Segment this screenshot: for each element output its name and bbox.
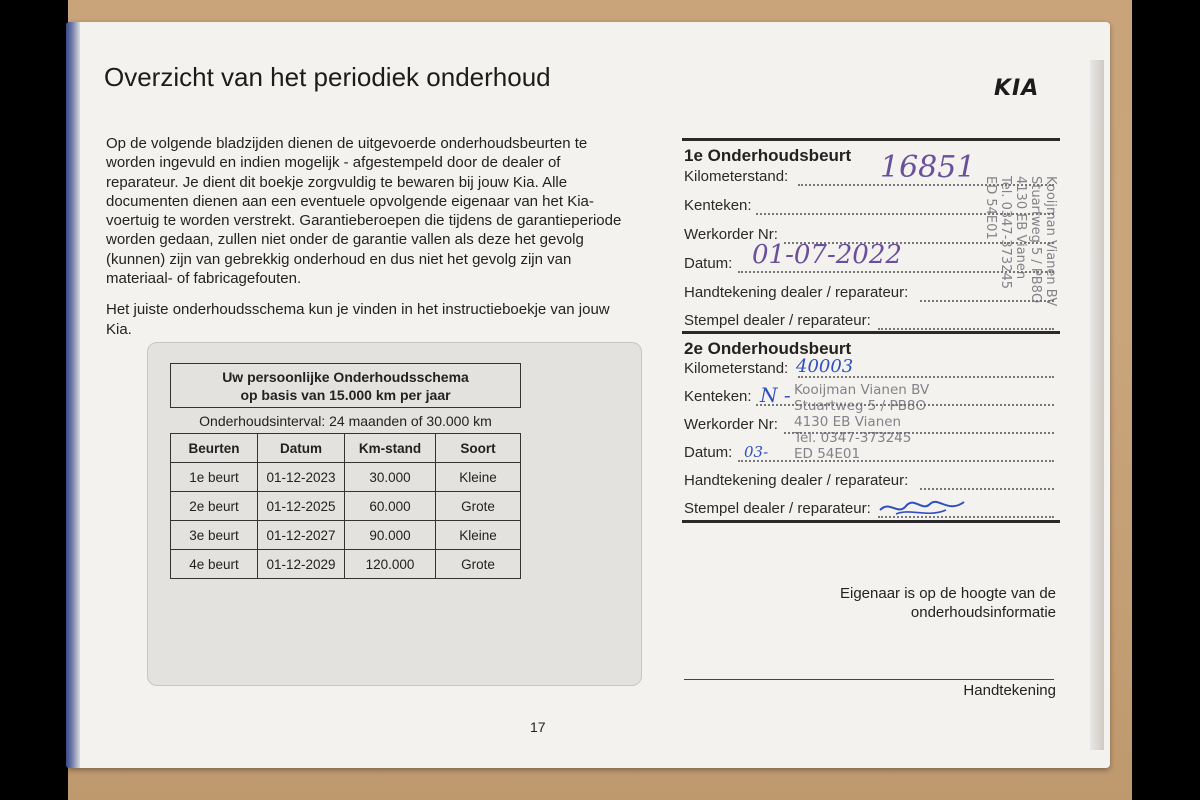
service2-signature-line — [920, 488, 1054, 490]
col-header-beurten: Beurten — [171, 434, 258, 463]
service2-werkorder-label: Werkorder Nr: — [684, 416, 778, 433]
table-cell: 30.000 — [345, 463, 436, 492]
col-header-datum: Datum — [258, 434, 345, 463]
stamp-line: 4130 EB Vianen — [794, 414, 902, 430]
service2-kenteken-label: Kenteken: — [684, 388, 752, 405]
table-cell: Grote — [436, 492, 521, 521]
service1-km-label: Kilometerstand: — [684, 168, 789, 185]
service2-km-label: Kilometerstand: — [684, 360, 789, 377]
service1-title: 1e Onderhoudsbeurt — [684, 146, 852, 165]
table-cell: 01-12-2029 — [258, 550, 345, 579]
page-edge — [1090, 60, 1104, 750]
service2-signature-label: Handtekening dealer / reparateur: — [684, 472, 909, 489]
service1-dealer-stamp — [983, 176, 1058, 306]
table-cell: Kleine — [436, 521, 521, 550]
service2-title: 2e Onderhoudsbeurt — [684, 339, 852, 358]
service1-date-handwritten: 01-07-2022 — [752, 240, 902, 270]
intro-text — [106, 134, 626, 351]
service1-bottom-rule — [682, 331, 1060, 334]
maintenance-interval: Onderhoudsinterval: 24 maanden of 30.000 km — [199, 413, 492, 429]
schedule-title-line1: Uw persoonlijke Onderhoudsschema — [222, 369, 469, 385]
service2-bottom-rule — [682, 520, 1060, 523]
service1-stamp-line — [878, 328, 1054, 330]
stamp-line: Kooijman Vianen BV — [1043, 176, 1058, 307]
service1-km-handwritten: 16851 — [880, 150, 976, 185]
schedule-title-line2: op basis van 15.000 km per jaar — [240, 387, 451, 403]
table-row — [171, 550, 521, 579]
service2-stamp-label: Stempel dealer / reparateur: — [684, 500, 871, 517]
owner-statement — [800, 584, 1056, 622]
schedule-table — [170, 433, 521, 579]
owner-statement-line1: Eigenaar is op de hoogte van de — [840, 585, 1056, 602]
booklet-spine — [66, 22, 80, 768]
owner-statement-line2: onderhoudsinformatie — [910, 604, 1056, 621]
service2-kenteken-handwritten: N - — [760, 383, 791, 407]
owner-signature-line — [684, 679, 1054, 680]
stamp-line: Kooijman Vianen BV — [794, 382, 930, 398]
table-cell: 60.000 — [345, 492, 436, 521]
table-cell: 01-12-2023 — [258, 463, 345, 492]
table-cell: Kleine — [436, 463, 521, 492]
stamp-line: Stuartweg 5 / PB8O — [794, 398, 927, 414]
service2-datum-label: Datum: — [684, 444, 733, 461]
table-cell: 4e beurt — [171, 550, 258, 579]
table-cell: 3e beurt — [171, 521, 258, 550]
page-title: Overzicht van het periodiek onderhoud — [104, 62, 551, 92]
table-cell: Grote — [436, 550, 521, 579]
service1-top-rule — [682, 138, 1060, 141]
service2-dealer-stamp — [794, 382, 929, 462]
service1-datum-label: Datum: — [684, 255, 733, 272]
table-cell: 01-12-2025 — [258, 492, 345, 521]
stamp-line: ED 54E01 — [983, 176, 998, 240]
service1-signature-label: Handtekening dealer / reparateur: — [684, 284, 909, 301]
service1-werkorder-label: Werkorder Nr: — [684, 226, 778, 243]
service2-date-handwritten: 03- — [744, 443, 769, 461]
table-cell: 120.000 — [345, 550, 436, 579]
stamp-line: Tel. 0347-373245 — [998, 176, 1013, 290]
table-cell: 90.000 — [345, 521, 436, 550]
intro-paragraph-2: Het juiste onderhoudsschema kun je vinden in het instructieboekje van jouw Kia. — [106, 301, 610, 338]
stamp-line: 4130 EB Vianen — [1013, 176, 1028, 280]
table-cell: 1e beurt — [171, 463, 258, 492]
schedule-header-row — [171, 434, 521, 463]
page-number: 17 — [530, 719, 546, 735]
stamp-line: Stuartweg 5 / PB8O — [1028, 176, 1043, 304]
table-row — [171, 492, 521, 521]
service2-km-handwritten: 40003 — [796, 356, 854, 377]
service1-stamp-label: Stempel dealer / reparateur: — [684, 312, 871, 329]
table-row — [171, 521, 521, 550]
col-header-soort: Soort — [436, 434, 521, 463]
service2-signature-scribble — [876, 496, 968, 522]
schedule-title-box — [170, 363, 521, 408]
service1-kenteken-label: Kenteken: — [684, 197, 752, 214]
table-row — [171, 463, 521, 492]
table-cell: 01-12-2027 — [258, 521, 345, 550]
col-header-km-stand: Km-stand — [345, 434, 436, 463]
table-cell: 2e beurt — [171, 492, 258, 521]
owner-signature-label: Handtekening — [963, 682, 1056, 699]
intro-paragraph-1: Op de volgende bladzijden dienen de uitgevoerde onderhoudsbeurten te worden ingevuld en indien mogelijk - afgestempeld door de dealer of reparateur. Je dient dit boekje zorgvuldig te bewaren bij jouw Kia. Alle documenten dienen aan een eventuele opvolgende eigenaar van het Kia-voertuig te worden verstrekt. Garantieberoepen die tijdens de garantieperiode worden gedaan, zullen niet onder de garantie vallen als deze het gevolg (kunnen) zijn van gebrekkig onderhoud en dus niet het gevolg zijn van materiaal- of fabricagefouten. — [106, 135, 622, 288]
kia-logo: KIA — [994, 76, 1040, 101]
stamp-line: Tel. 0347-373245 — [794, 430, 912, 446]
stamp-line: ED 54E01 — [794, 446, 861, 462]
